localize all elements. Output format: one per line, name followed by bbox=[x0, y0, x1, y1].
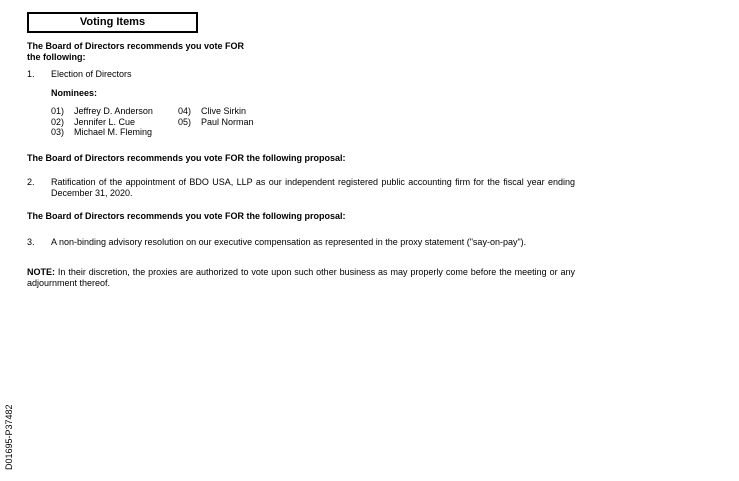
note-label: NOTE: bbox=[27, 267, 55, 277]
nominee-number: 05) bbox=[178, 116, 192, 127]
item3-text: A non-binding advisory resolution on our executive compensation as represented in the proxy statement ("say-on-pay"). bbox=[51, 237, 527, 247]
nominee-item bbox=[178, 117, 254, 127]
item1-text: Election of Directors bbox=[51, 69, 132, 79]
nominee-name: Paul Norman bbox=[201, 116, 254, 127]
item3-number: 3. bbox=[27, 237, 35, 247]
nominee-name: Clive Sirkin bbox=[201, 106, 247, 116]
nominee-name: Jeffrey D. Anderson bbox=[74, 106, 153, 116]
nominee-name: Jennifer L. Cue bbox=[74, 116, 136, 127]
document-code: D01695-P37482 bbox=[4, 404, 14, 470]
nominee-number: 01) bbox=[51, 106, 65, 116]
nominee-number: 02) bbox=[51, 116, 65, 127]
voting-items-title: Voting Items bbox=[27, 12, 198, 33]
item1-number: 1. bbox=[27, 69, 35, 79]
nominee-name: Michael M. Fleming bbox=[74, 127, 153, 137]
nominee-item bbox=[51, 106, 153, 116]
section3-heading: The Board of Directors recommends you vote FOR the following proposal: bbox=[27, 211, 346, 221]
item2-text: Ratification of the appointment of BDO USA, LLP as our independent registered public accounting firm for the fiscal year ending December 31, 2020. bbox=[51, 177, 575, 198]
nominee-number: 03) bbox=[51, 127, 65, 137]
nominee-item bbox=[178, 106, 246, 116]
section1-heading-line2: the following: bbox=[27, 52, 86, 62]
nominee-number: 04) bbox=[178, 106, 192, 116]
note-paragraph bbox=[27, 267, 575, 288]
nominee-item bbox=[51, 117, 135, 127]
item2-number: 2. bbox=[27, 177, 35, 187]
nominees-label: Nominees: bbox=[51, 88, 98, 98]
section1-heading-line1: The Board of Directors recommends you vote FOR bbox=[27, 41, 245, 51]
nominee-item bbox=[51, 127, 152, 137]
section2-heading: The Board of Directors recommends you vote FOR the following proposal: bbox=[27, 153, 346, 163]
note-text: In their discretion, the proxies are authorized to vote upon such other business as may properly come before the meeting or any adjournment thereof. bbox=[27, 267, 575, 288]
